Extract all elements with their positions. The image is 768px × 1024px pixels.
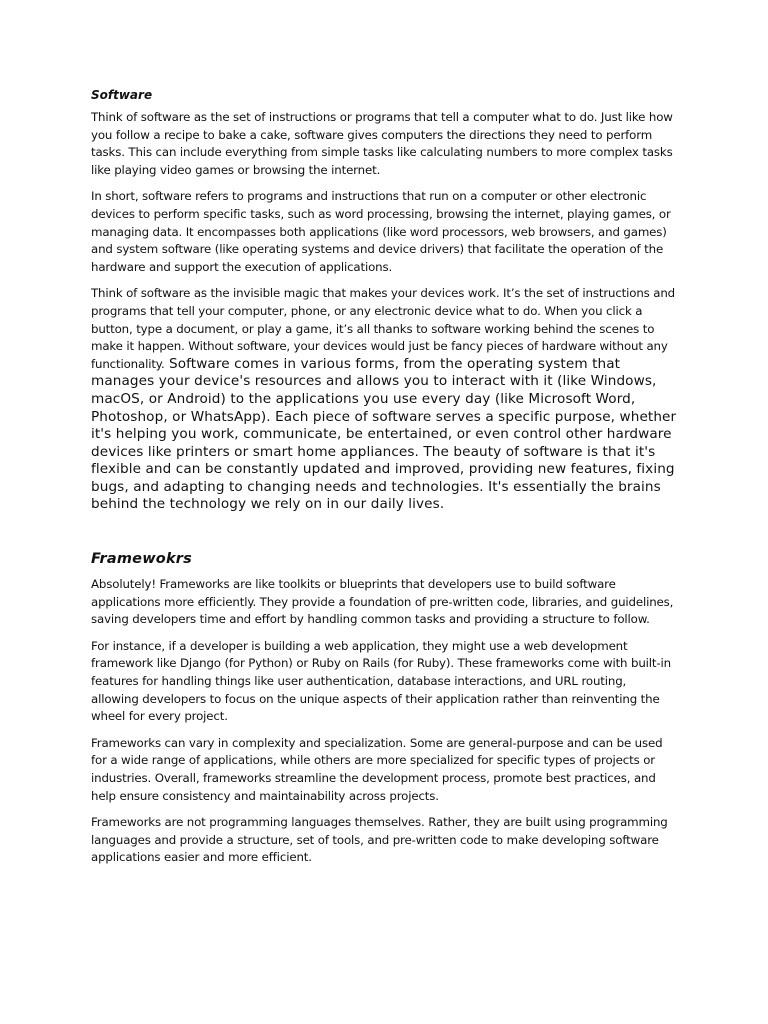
- frameworks-paragraph-1: Absolutely! Frameworks are like toolkits or blueprints that developers use to build software applications more efficiently. They provide a foundation of pre-written code, libraries, and guidelines, saving developers time and effort by handling common tasks and providing a structure to follow.: [91, 577, 674, 627]
- frameworks-paragraph-2: For instance, if a developer is building a web application, they might use a web development framework like Django (for Python) or Ruby on Rails (for Ruby). These frameworks come with built-in features for handling things like user authentication, database interactions, and URL routing, allowing developers to focus on the unique aspects of their application rather than reinventing the wheel for every project.: [91, 638, 671, 724]
- frameworks-paragraph-4: Frameworks are not programming languages themselves. Rather, they are built using programming languages and provide a structure, set of tools, and pre-written code to make developing software applications easier and more efficient.: [91, 815, 668, 865]
- software-paragraph-2: In short, software refers to programs and instructions that run on a computer or other electronic devices to perform specific tasks, such as word processing, browsing the internet, playing games, or managing data. It encompasses both applications (like word processors, web browsers, and games) and system software (like operating systems and device drivers) that facilitate the operation of the hardware and support the execution of applications.: [91, 189, 671, 274]
- software-paragraph-3-small-run: Think of software as the invisible magic that makes your devices work. It’s the set of instructions and programs that tell your computer, phone, or any electronic device what to do. When you click a button, type a document, or play a game, it’s all thanks to software working behind the scenes to make it happen. Without software, your devices would just be fancy pieces of hardware without any functionality.: [91, 286, 676, 371]
- software-paragraph-3: [91, 285, 677, 514]
- frameworks-heading: Framewokrs: [91, 551, 192, 568]
- frameworks-paragraph-3: Frameworks can vary in complexity and specialization. Some are general-purpose and can be used for a wide range of applications, while others are more specialized for specific types of projects or industries. Overall, frameworks streamline the development process, promote best practices, and help ensure consistency and maintainability across projects.: [91, 735, 663, 803]
- software-paragraph-3-large-run: Software comes in various forms, from the operating system that manages your device's resources and allows you to interact with it (like Windows, macOS, or Android) to the applications you use every day (like Microsoft Word, Photoshop, or WhatsApp). Each piece of software serves a specific purpose, whether it's helping you work, communicate, be entertained, or even control other hardware devices like printers or smart home appliances. The beauty of software is that it's flexible and can be constantly updated and improved, providing new features, fixing bugs, and adapting to changing needs and technologies. It's essentially the brains behind the technology we rely on in our daily lives.: [91, 355, 677, 513]
- software-heading: Software: [91, 88, 153, 102]
- software-paragraph-1: Think of software as the set of instructions or programs that tell a computer what to do. Just like how you follow a recipe to bake a cake, software gives computers the directions they need to perform tasks. This can include everything from simple tasks like calculating numbers to more complex tasks like playing video games or browsing the internet.: [91, 110, 673, 177]
